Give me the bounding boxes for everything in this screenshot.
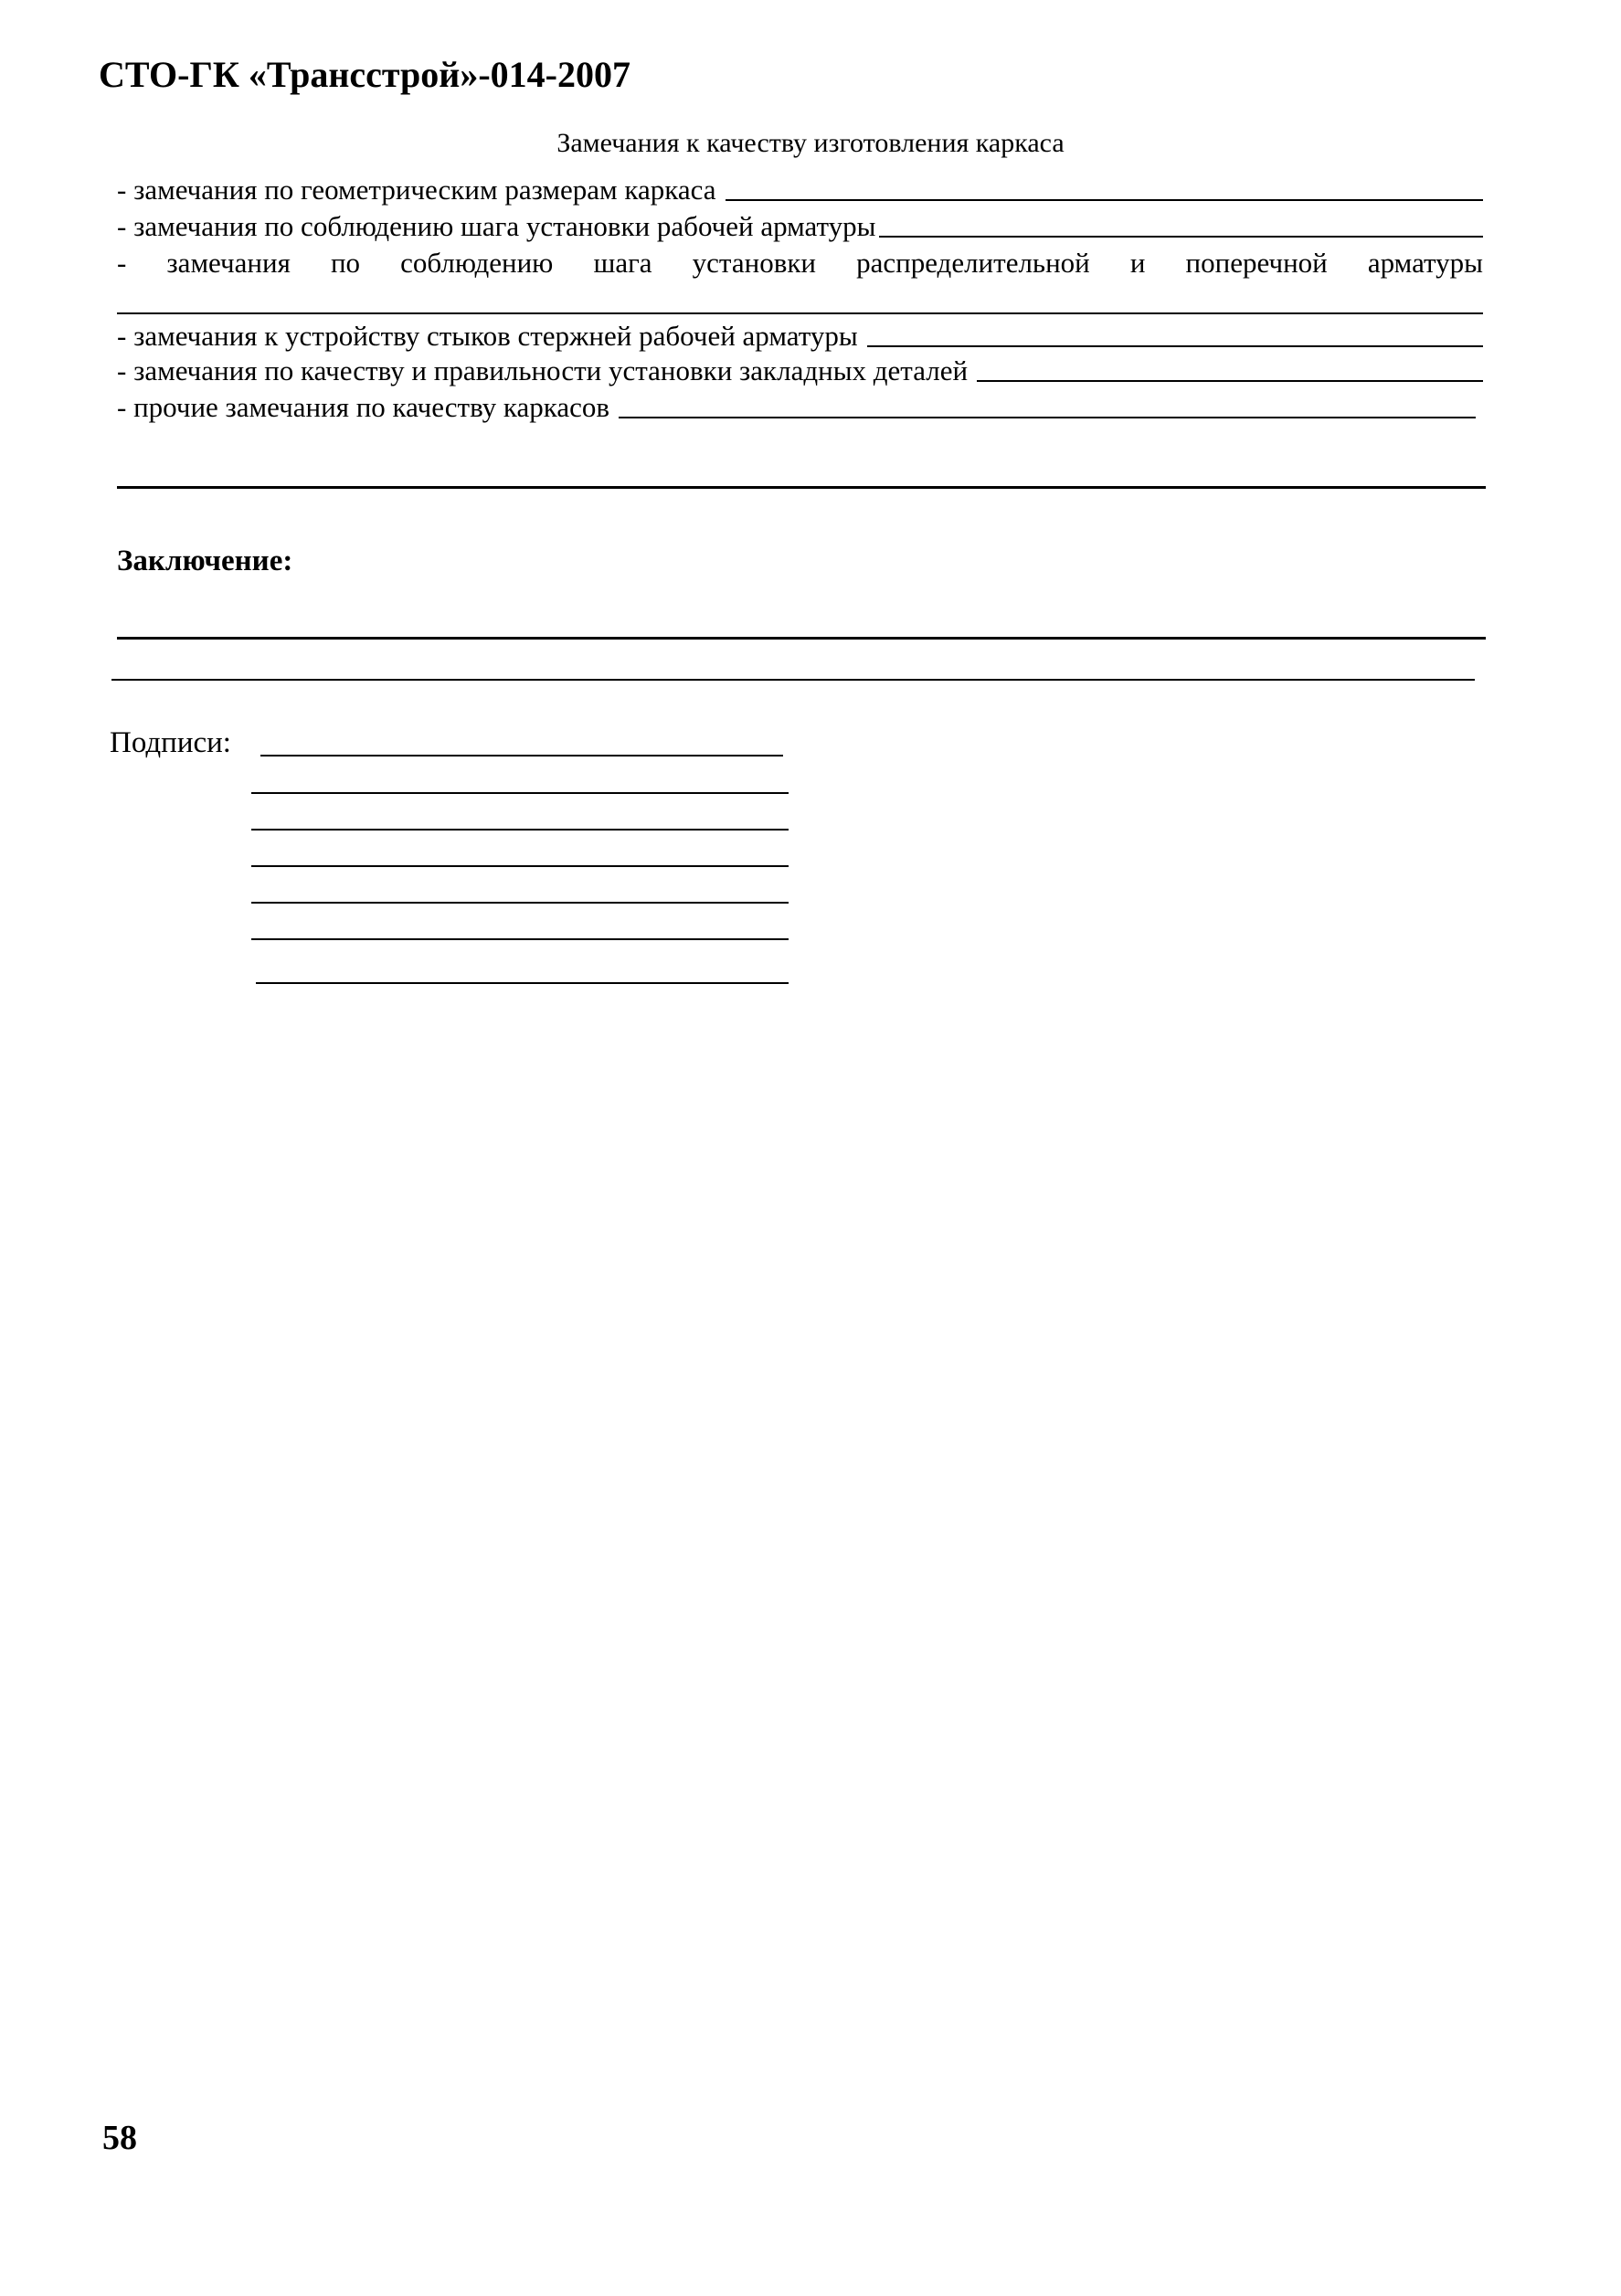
page-number: 58 [102, 2119, 137, 2157]
remark-row-joints [117, 320, 1483, 353]
signature-line[interactable] [251, 938, 789, 940]
remark-row-geometry [117, 174, 1483, 206]
remark-label-geometry: - замечания по геометрическим размерам каркаса [117, 174, 716, 206]
signature-line[interactable] [251, 902, 789, 904]
remark-label-joints: - замечания к устройству стыков стержней рабочей арматуры [117, 320, 858, 352]
remark-fill-line[interactable] [879, 236, 1483, 238]
remark-label-distribution-rebar: - замечания по соблюдению шага установки распределительной и поперечной арматуры [117, 247, 1483, 279]
document-code: СТО-ГК «Трансстрой»-014-2007 [99, 54, 630, 95]
remark-row-working-rebar [117, 210, 1483, 243]
remark-fill-line[interactable] [619, 417, 1476, 418]
remark-fill-line[interactable] [726, 199, 1484, 201]
signatures-label: Подписи: [110, 726, 231, 759]
remark-row-embedded-parts [117, 354, 1483, 387]
remark-extra-line[interactable] [117, 486, 1486, 489]
remark-fill-line[interactable] [867, 345, 1483, 347]
remark-row-other [117, 391, 1476, 424]
remark-label-other: - прочие замечания по качеству каркасов [117, 391, 610, 423]
remark-fill-line[interactable] [977, 380, 1483, 382]
remark-label-embedded-parts: - замечания по качеству и правильности установки закладных деталей [117, 354, 969, 386]
remark-fill-line[interactable] [117, 312, 1483, 314]
conclusion-label: Заключение: [117, 545, 293, 577]
remark-label-working-rebar: - замечания по соблюдению шага установки рабочей арматуры [117, 210, 876, 242]
conclusion-line[interactable] [117, 637, 1486, 640]
signature-line[interactable] [251, 865, 789, 867]
signature-line[interactable] [251, 792, 789, 794]
signature-line[interactable] [251, 829, 789, 831]
signature-line[interactable] [256, 982, 789, 984]
section-title: Замечания к качеству изготовления каркаса [556, 128, 1065, 158]
conclusion-line[interactable] [111, 679, 1475, 681]
signature-line[interactable] [260, 755, 783, 757]
